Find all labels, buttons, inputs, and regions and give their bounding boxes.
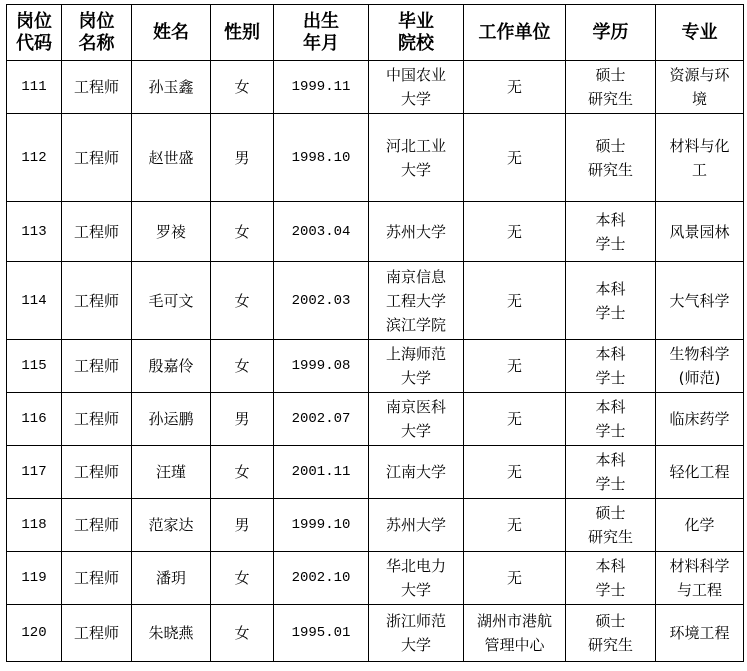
cell-employer-line: 无 bbox=[506, 291, 522, 310]
cell-major-line: 材料科学 bbox=[669, 557, 730, 575]
cell-birth: 1999.11 bbox=[274, 61, 369, 114]
table-row bbox=[7, 61, 744, 114]
cell-school-line: 浙江师范 bbox=[385, 612, 446, 630]
cell-code: 118 bbox=[7, 499, 62, 552]
cell-birth: 2003.04 bbox=[274, 202, 369, 262]
cell-major bbox=[656, 262, 744, 340]
cell-major bbox=[656, 61, 744, 114]
cell-major bbox=[656, 552, 744, 605]
cell-position: 工程师 bbox=[62, 393, 132, 446]
cell-birth: 2001.11 bbox=[274, 446, 369, 499]
cell-school bbox=[369, 605, 464, 662]
cell-degree bbox=[566, 393, 656, 446]
cell-employer-line: 无 bbox=[506, 148, 522, 167]
cell-school-line: 滨江学院 bbox=[385, 315, 446, 334]
cell-employer bbox=[464, 393, 566, 446]
cell-gender: 男 bbox=[211, 393, 274, 446]
cell-school bbox=[369, 114, 464, 202]
table-row bbox=[7, 499, 744, 552]
cell-gender: 男 bbox=[211, 499, 274, 552]
cell-name: 潘玥 bbox=[132, 552, 211, 605]
cell-gender: 女 bbox=[211, 552, 274, 605]
cell-school-line: 苏州大学 bbox=[385, 222, 446, 241]
cell-gender: 女 bbox=[211, 446, 274, 499]
cell-gender: 女 bbox=[211, 605, 274, 662]
cell-degree bbox=[566, 499, 656, 552]
cell-position: 工程师 bbox=[62, 499, 132, 552]
cell-degree bbox=[566, 202, 656, 262]
cell-degree-line: 本科 bbox=[595, 557, 626, 575]
cell-degree-line: 硕士 bbox=[595, 504, 626, 522]
col-header-gender: 性别 bbox=[211, 5, 274, 61]
cell-gender: 女 bbox=[211, 61, 274, 114]
cell-school-line: 大学 bbox=[400, 581, 431, 599]
cell-school-line: 江南大学 bbox=[385, 463, 446, 481]
cell-school-line: 大学 bbox=[400, 636, 431, 654]
cell-school-line: 苏州大学 bbox=[385, 516, 446, 534]
cell-school bbox=[369, 393, 464, 446]
cell-degree bbox=[566, 340, 656, 393]
cell-degree bbox=[566, 446, 656, 499]
cell-major-line: 资源与环 bbox=[669, 66, 730, 84]
cell-gender: 女 bbox=[211, 340, 274, 393]
cell-degree-line: 本科 bbox=[595, 210, 626, 229]
cell-school-line: 大学 bbox=[400, 369, 431, 387]
table-row bbox=[7, 552, 744, 605]
cell-school-line: 南京医科 bbox=[385, 398, 446, 416]
table-row bbox=[7, 340, 744, 393]
cell-name: 殷嘉伶 bbox=[132, 340, 211, 393]
cell-birth: 2002.10 bbox=[274, 552, 369, 605]
cell-degree-line: 学士 bbox=[595, 475, 626, 493]
cell-birth: 1998.10 bbox=[274, 114, 369, 202]
cell-code: 119 bbox=[7, 552, 62, 605]
cell-degree-line: 学士 bbox=[595, 303, 626, 322]
table-row bbox=[7, 605, 744, 662]
cell-degree-line: 硕士 bbox=[595, 66, 626, 84]
cell-employer-line: 无 bbox=[506, 222, 522, 241]
cell-degree-line: 学士 bbox=[595, 581, 626, 599]
table-row bbox=[7, 262, 744, 340]
cell-name: 汪瑾 bbox=[132, 446, 211, 499]
cell-degree-line: 硕士 bbox=[595, 612, 626, 630]
table-row bbox=[7, 114, 744, 202]
cell-school-line: 上海师范 bbox=[385, 345, 446, 363]
cell-employer bbox=[464, 202, 566, 262]
cell-birth: 2002.07 bbox=[274, 393, 369, 446]
cell-major bbox=[656, 340, 744, 393]
cell-employer bbox=[464, 446, 566, 499]
cell-degree-line: 研究生 bbox=[587, 636, 633, 654]
cell-name: 朱晓燕 bbox=[132, 605, 211, 662]
cell-major bbox=[656, 605, 744, 662]
cell-degree-line: 本科 bbox=[595, 345, 626, 363]
cell-degree-line: 研究生 bbox=[587, 90, 633, 108]
cell-birth: 1999.10 bbox=[274, 499, 369, 552]
cell-birth: 1999.08 bbox=[274, 340, 369, 393]
cell-code: 113 bbox=[7, 202, 62, 262]
cell-employer bbox=[464, 262, 566, 340]
cell-employer-line: 无 bbox=[506, 463, 522, 481]
cell-major-line: 临床药学 bbox=[669, 410, 730, 428]
table-row bbox=[7, 393, 744, 446]
cell-code: 112 bbox=[7, 114, 62, 202]
cell-gender: 男 bbox=[211, 114, 274, 202]
col-header-name: 姓名 bbox=[132, 5, 211, 61]
cell-major-line: 境 bbox=[691, 90, 707, 108]
cell-major bbox=[656, 499, 744, 552]
cell-code: 114 bbox=[7, 262, 62, 340]
cell-employer-line: 湖州市港航 bbox=[476, 612, 552, 630]
cell-employer bbox=[464, 114, 566, 202]
cell-school bbox=[369, 61, 464, 114]
cell-code: 111 bbox=[7, 61, 62, 114]
cell-degree-line: 本科 bbox=[595, 279, 626, 298]
table-body bbox=[7, 61, 744, 662]
cell-school bbox=[369, 202, 464, 262]
cell-major bbox=[656, 446, 744, 499]
cell-birth: 2002.03 bbox=[274, 262, 369, 340]
cell-name: 孙运鹏 bbox=[132, 393, 211, 446]
cell-degree-line: 学士 bbox=[595, 369, 626, 387]
col-header-school: 毕业 院校 bbox=[369, 5, 464, 61]
cell-degree-line: 学士 bbox=[595, 422, 626, 440]
cell-degree bbox=[566, 605, 656, 662]
table-row bbox=[7, 202, 744, 262]
header-row bbox=[7, 5, 744, 61]
cell-school bbox=[369, 499, 464, 552]
cell-birth: 1995.01 bbox=[274, 605, 369, 662]
cell-employer-line: 管理中心 bbox=[484, 636, 545, 654]
cell-major bbox=[656, 202, 744, 262]
cell-school-line: 大学 bbox=[400, 160, 431, 179]
cell-employer-line: 无 bbox=[506, 410, 522, 428]
cell-position: 工程师 bbox=[62, 340, 132, 393]
cell-code: 120 bbox=[7, 605, 62, 662]
cell-position: 工程师 bbox=[62, 114, 132, 202]
personnel-table bbox=[6, 4, 744, 662]
cell-major-line: 材料与化 bbox=[669, 136, 730, 155]
cell-major-line: 与工程 bbox=[676, 581, 722, 599]
cell-employer bbox=[464, 340, 566, 393]
cell-position: 工程师 bbox=[62, 605, 132, 662]
cell-position: 工程师 bbox=[62, 202, 132, 262]
cell-degree-line: 本科 bbox=[595, 398, 626, 416]
cell-major-line: 工 bbox=[691, 160, 707, 179]
cell-employer-line: 无 bbox=[506, 569, 522, 587]
cell-major-line: 风景园林 bbox=[669, 222, 730, 241]
cell-degree bbox=[566, 61, 656, 114]
cell-employer-line: 无 bbox=[506, 78, 522, 96]
cell-degree-line: 研究生 bbox=[587, 528, 633, 546]
cell-school bbox=[369, 552, 464, 605]
cell-major-line: (师范) bbox=[678, 369, 721, 387]
cell-position: 工程师 bbox=[62, 61, 132, 114]
cell-position: 工程师 bbox=[62, 552, 132, 605]
cell-name: 罗祾 bbox=[132, 202, 211, 262]
cell-gender: 女 bbox=[211, 262, 274, 340]
cell-school bbox=[369, 262, 464, 340]
cell-position: 工程师 bbox=[62, 262, 132, 340]
cell-major-line: 环境工程 bbox=[669, 624, 730, 642]
cell-school-line: 工程大学 bbox=[385, 291, 446, 310]
col-header-code: 岗位 代码 bbox=[7, 5, 62, 61]
cell-school-line: 南京信息 bbox=[385, 267, 446, 286]
cell-degree-line: 研究生 bbox=[587, 160, 633, 179]
cell-name: 赵世盛 bbox=[132, 114, 211, 202]
cell-employer-line: 无 bbox=[506, 357, 522, 375]
cell-gender: 女 bbox=[211, 202, 274, 262]
cell-major-line: 大气科学 bbox=[669, 291, 730, 310]
cell-name: 毛可文 bbox=[132, 262, 211, 340]
cell-degree bbox=[566, 262, 656, 340]
col-header-birth: 出生 年月 bbox=[274, 5, 369, 61]
cell-degree bbox=[566, 552, 656, 605]
cell-school-line: 河北工业 bbox=[385, 136, 446, 155]
cell-school-line: 华北电力 bbox=[385, 557, 446, 575]
cell-school bbox=[369, 446, 464, 499]
table-row bbox=[7, 446, 744, 499]
cell-degree-line: 硕士 bbox=[595, 136, 626, 155]
cell-degree bbox=[566, 114, 656, 202]
col-header-position: 岗位 名称 bbox=[62, 5, 132, 61]
cell-major-line: 生物科学 bbox=[669, 345, 730, 363]
cell-code: 115 bbox=[7, 340, 62, 393]
col-header-major: 专业 bbox=[656, 5, 744, 61]
cell-employer bbox=[464, 552, 566, 605]
col-header-employer: 工作单位 bbox=[464, 5, 566, 61]
cell-position: 工程师 bbox=[62, 446, 132, 499]
cell-employer bbox=[464, 499, 566, 552]
cell-degree-line: 本科 bbox=[595, 451, 626, 469]
cell-school-line: 中国农业 bbox=[385, 66, 446, 84]
cell-major bbox=[656, 393, 744, 446]
col-header-degree: 学历 bbox=[566, 5, 656, 61]
cell-school bbox=[369, 340, 464, 393]
cell-employer bbox=[464, 61, 566, 114]
cell-major bbox=[656, 114, 744, 202]
cell-name: 范家达 bbox=[132, 499, 211, 552]
cell-code: 116 bbox=[7, 393, 62, 446]
cell-major-line: 轻化工程 bbox=[669, 463, 730, 481]
cell-employer bbox=[464, 605, 566, 662]
cell-degree-line: 学士 bbox=[595, 234, 626, 253]
cell-school-line: 大学 bbox=[400, 90, 431, 108]
cell-school-line: 大学 bbox=[400, 422, 431, 440]
cell-major-line: 化学 bbox=[684, 516, 715, 534]
cell-employer-line: 无 bbox=[506, 516, 522, 534]
cell-name: 孙玉鑫 bbox=[132, 61, 211, 114]
cell-code: 117 bbox=[7, 446, 62, 499]
